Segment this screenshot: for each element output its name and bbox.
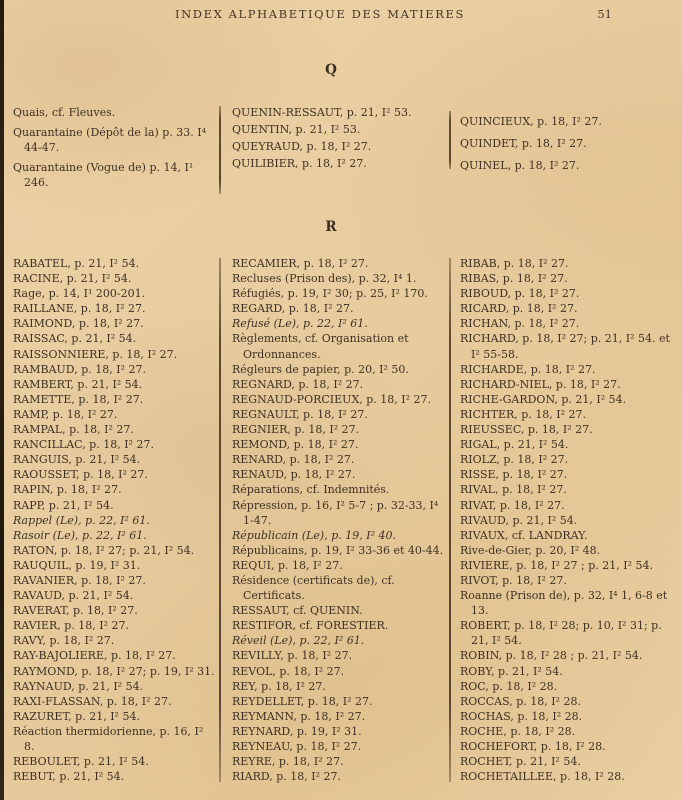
index-entry: REBUT, p. 21, I² 54. (13, 770, 125, 784)
index-entry: RIEUSSEC, p. 18, I² 27. (460, 423, 593, 437)
index-entry: RIVAT, p. 18, I² 27. (460, 498, 565, 512)
index-entry: Réaction thermidorienne, p. 16, I² 8. (13, 724, 204, 753)
index-entry: Quarantaine (Vogue de) p. 14, I¹ 246. (13, 161, 194, 190)
index-entry: RICHARD-NIEL, p. 18, I² 27. (460, 377, 621, 391)
index-entry: Républicain (Le), p. 19, I² 40. (232, 528, 396, 542)
index-entry: Rive-de-Gier, p. 20, I² 48. (460, 543, 601, 557)
index-entry: Rage, p. 14, I¹ 200-201. (13, 287, 146, 301)
index-entry: Quais, cf. Fleuves. (13, 106, 116, 119)
index-entry: REY, p. 18, I² 27. (232, 679, 326, 693)
index-entry: RAUQUIL, p. 19, I² 31. (13, 558, 141, 572)
index-entry: RECAMIER, p. 18, I² 27. (232, 257, 369, 270)
index-entry: QUEYRAUD, p. 18, I² 27. (232, 140, 372, 154)
index-entry: RAXI-FLASSAN, p. 18, I² 27. (13, 694, 172, 708)
index-entry: RAPIN, p. 18, I² 27. (13, 483, 122, 497)
index-entry: Réveil (Le), p. 22, I² 61. (232, 634, 365, 648)
index-entry: ROCHE, p. 18, I² 28. (460, 724, 576, 738)
index-entry: RICARD, p. 18, I² 27. (460, 302, 578, 316)
index-entry: RAMBAUD, p. 18, I² 27. (13, 362, 146, 376)
index-column (221, 256, 449, 784)
index-entry: RAIMOND, p. 18, I² 27. (13, 317, 144, 331)
index-entry: ROCHEFORT, p. 18, I² 28. (460, 740, 606, 753)
index-entry: QUINEL, p. 18, I² 27. (460, 159, 580, 173)
index-entry: RAZURET, p. 21, I² 54. (13, 709, 140, 723)
index-entry: ROBY, p. 21, I² 54. (460, 664, 563, 678)
index-entry: RIBAS, p. 18, I² 27. (460, 272, 568, 286)
index-entry: RATON, p. 18, I² 27; p. 21, I² 54. (13, 543, 195, 557)
index-entry: Recluses (Prison des), p. 32, I⁴ 1. (232, 272, 417, 286)
section-r-columns (0, 256, 682, 790)
index-entry: REYRE, p. 18, I² 27. (232, 755, 344, 769)
index-entry: Républicains, p. 19, I² 33-36 et 40-44. (232, 543, 444, 557)
index-entry: RICHE-GARDON, p. 21, I² 54. (460, 392, 627, 406)
index-entry: REYMANN, p. 18, I² 27. (232, 709, 366, 723)
index-entry: REGNIER, p. 18, I² 27. (232, 423, 360, 437)
index-column (451, 256, 682, 784)
index-entry: ROCHAS, p. 18, I² 28. (460, 709, 583, 723)
index-entry: ROCHETAILLEE, p. 18, I² 28. (460, 770, 625, 784)
index-entry: ROC, p. 18, I² 28. (460, 679, 558, 693)
index-entry: REGARD, p. 18, I² 27. (232, 302, 354, 316)
index-entry: Règlements, cf. Organisation et Ordonnances. (232, 332, 409, 361)
index-entry: ROBERT, p. 18, I² 28; p. 10, I² 31; p. 21, I² 54. (460, 619, 662, 648)
index-entry: RICHAN, p. 18, I² 27. (460, 317, 580, 331)
index-entry: RAYNAUD, p. 21, I² 54. (13, 679, 144, 693)
index-entry: REYDELLET, p. 18, I² 27. (232, 694, 373, 708)
index-entry: Régleurs de papier, p. 20, I² 50. (232, 362, 409, 376)
index-entry: RAPP, p. 21, I² 54. (13, 498, 114, 512)
index-entry: REQUI, p. 18, I² 27. (232, 558, 343, 572)
index-entry: RAVIER, p. 18, I² 27. (13, 619, 130, 633)
index-entry: RAISSAC, p. 21, I² 54. (13, 332, 137, 346)
index-entry: RANGUIS, p. 21, I² 54. (13, 453, 141, 467)
index-entry: ROCHET, p. 21, I² 54. (460, 755, 581, 769)
index-entry: RAOUSSET, p. 18, I² 27. (13, 468, 148, 482)
index-entry: RAILLANE, p. 18, I² 27. (13, 302, 146, 316)
index-entry: REBOULET, p. 21, I² 54. (13, 755, 149, 769)
index-entry: RIVOT, p. 18, I² 27. (460, 573, 567, 587)
index-entry: REYNEAU, p. 18, I² 27. (232, 740, 362, 753)
index-entry: REVOL, p. 18, I² 27. (232, 664, 345, 678)
index-entry: RAMP, p. 18, I² 27. (13, 407, 118, 421)
section-q-columns (0, 105, 682, 205)
index-entry: ROCCAS, p. 18, I² 28. (460, 694, 581, 708)
index-entry: REGNAUD-PORCIEUX, p. 18, I² 27. (232, 392, 432, 406)
index-entry: Rappel (Le), p. 22, I² 61. (13, 513, 150, 527)
index-entry: RESSAUT, cf. QUENIN. (232, 604, 363, 618)
section-heading-q: Q (325, 62, 337, 78)
index-entry: RACINE, p. 21, I² 54. (13, 272, 132, 286)
page-header (0, 0, 682, 21)
index-entry: RAISSONNIERE, p. 18, I² 27. (13, 347, 178, 361)
index-entry: Résidence (certificats de), cf. Certificats. (232, 573, 395, 603)
index-entry: RICHTER, p. 18, I² 27. (460, 407, 587, 421)
index-entry: Roanne (Prison de), p. 32, I⁴ 1, 6-8 et 13. (460, 589, 668, 618)
index-entry: RAMBERT, p. 21, I² 54. (13, 377, 143, 391)
index-entry: Quarantaine (Dépôt de la) p. 33. I⁴ 44-47. (13, 126, 207, 155)
index-entry: ROBIN, p. 18, I² 28 ; p. 21, I² 54. (460, 649, 643, 663)
index-entry: RIBAB, p. 18, I² 27. (460, 257, 569, 270)
index-entry: REGNARD, p. 18, I² 27. (232, 377, 364, 391)
index-entry: RIVAUX, cf. LANDRAY. (460, 528, 588, 542)
index-entry: RENAUD, p. 18, I² 27. (232, 468, 356, 482)
index-entry: Répression, p. 16, I² 5-7 ; p. 32-33, I⁴ 1-47. (232, 498, 439, 527)
index-column (221, 105, 449, 173)
index-entry: RISSE, p. 18, I² 27. (460, 468, 568, 482)
index-entry: RAVAUD, p. 21, I² 54. (13, 589, 134, 603)
index-entry: RICHARDE, p. 18, I² 27. (460, 362, 596, 376)
index-entry: QUENTIN, p. 21, I² 53. (232, 123, 361, 137)
index-entry: RANCILLAC, p. 18, I² 27. (13, 438, 154, 452)
index-entry: RAVERAT, p. 18, I² 27. (13, 604, 138, 618)
index-entry: RIVIERE, p. 18, I² 27 ; p. 21, I² 54. (460, 558, 653, 572)
index-entry: Réfugiés, p. 19, I² 30; p. 25, I² 170. (232, 287, 428, 301)
section-heading-r: R (325, 219, 337, 235)
index-entry: RAMETTE, p. 18, I² 27. (13, 392, 144, 406)
index-column (451, 105, 682, 180)
index-entry: RAYMOND, p. 18, I² 27; p. 19, I² 31. (13, 664, 215, 678)
index-entry: RABATEL, p. 21, I² 54. (13, 257, 140, 270)
index-entry: RIVAL, p. 18, I² 27. (460, 483, 567, 497)
index-entry: RIGAL, p. 21, I² 54. (460, 438, 569, 452)
index-entry: RAVY, p. 18, I² 27. (13, 634, 115, 648)
index-entry: RAY-BAJOLIERE, p. 18, I² 27. (13, 649, 176, 663)
index-column (0, 256, 219, 784)
index-entry: RENARD, p. 18, I² 27. (232, 453, 355, 467)
index-entry: REGNAULT, p. 18, I² 27. (232, 407, 368, 421)
index-entry: REVILLY, p. 18, I² 27. (232, 649, 353, 663)
index-entry: RESTIFOR, cf. FORESTIER. (232, 619, 389, 633)
page-title: INDEX ALPHABETIQUE DES MATIERES (174, 7, 466, 21)
index-entry: RIARD, p. 18, I² 27. (232, 770, 342, 784)
index-column (0, 105, 219, 195)
index-entry: QUENIN-RESSAUT, p. 21, I² 53. (232, 106, 412, 119)
index-entry: Réparations, cf. Indemnités. (232, 483, 390, 497)
page-number: 51 (597, 7, 612, 21)
index-entry: REMOND, p. 18, I² 27. (232, 438, 359, 452)
index-entry: RIBOUD, p. 18, I² 27. (460, 287, 580, 301)
index-entry: REYNARD, p. 19, I² 31. (232, 724, 362, 738)
index-entry: RIOLZ, p. 18, I² 27. (460, 453, 569, 467)
index-entry: RAMPAL, p. 18, I² 27. (13, 423, 134, 437)
index-entry: QUINCIEUX, p. 18, I² 27. (460, 115, 602, 128)
index-entry: RIVAUD, p. 21, I² 54. (460, 513, 578, 527)
index-entry: QUINDET, p. 18, I² 27. (460, 137, 587, 151)
index-entry: QUILIBIER, p. 18, I² 27. (232, 157, 367, 171)
index-entry: Rasoir (Le), p. 22, I² 61. (13, 528, 147, 542)
index-entry: Refusé (Le), p. 22, I² 61. (232, 317, 368, 331)
index-entry: RAVANIER, p. 18, I² 27. (13, 573, 146, 587)
index-entry: RICHARD, p. 18, I² 27; p. 21, I² 54. et I² 55-58. (460, 332, 670, 361)
